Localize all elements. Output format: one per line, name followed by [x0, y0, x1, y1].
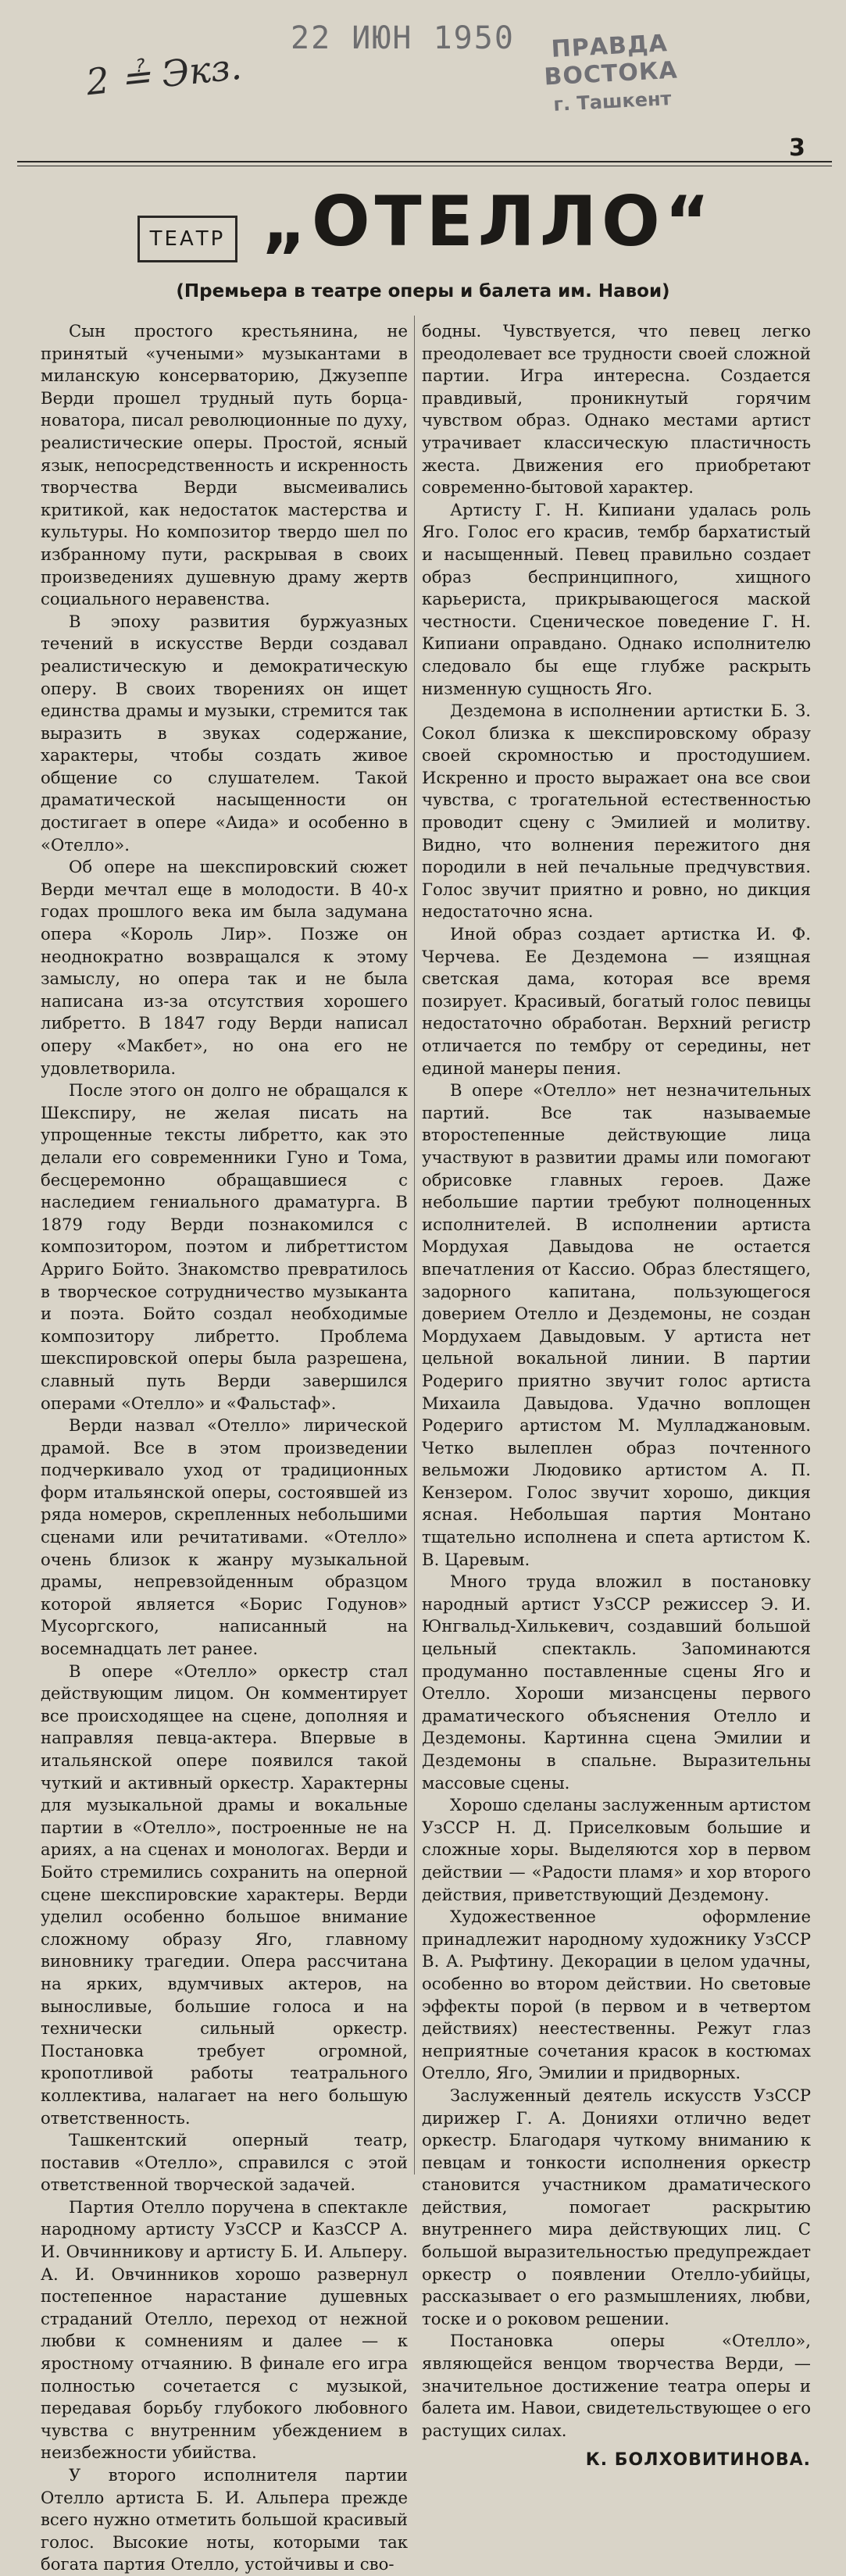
- paragraph: Об опере на шекспировский сюжет Верди мечтал еще в молодости. В 40-х годах прошлого века им была задумана опера «Король Лир». Позже он неоднократно возвращался к этому замыслу, но опера так и не была написана из-за отсутствия хорошего либретто. В 1847 году Верди написал оперу «Макбет», но она его не удовлетворила.: [41, 857, 408, 1078]
- paragraph: Иной образ создает артистка И. Ф. Черчева. Ее Дездемона — изящная светская дама, которая все время позирует. Красивый, богатый голос певицы недостаточно обработан. Верхний регистр отличается по тембру от середины, нет единой манеры пения.: [422, 924, 811, 1078]
- paragraph: Хорошо сделаны заслуженным артистом УзССР Н. Д. Приселковым большие и сложные хоры. Выделяются хор в первом действии — «Радости пламя» и хор второго действия, приветствующий Дездемону.: [422, 1795, 811, 1904]
- paragraph: В опере «Отелло» нет незначительных партий. Все так называемые второстепенные действующие лица участвуют в развитии драмы или помогают обрисовке главных героев. Даже небольшие партии требуют полноценных исполнителей. В исполнении артиста Мордухая Давыдова не остается впечатления от Кассио. Образ блестящего, задорного капитана, пользующегося доверием Отелло и Дездемоны, не создан Мордухаем Давыдовым. У артиста нет цельной вокальной линии. В партии Родериго приятно звучит голос артиста Михаила Давыдова. Удачно воплощен Родериго артистом М. Мулладжановым. Четко вылеплен образ почтенного вельможи Людовико артистом А. П. Кензером. Голос звучит хорошо, дикция ясная. Небольшая партия Монтано тщательно исполнена и спета артистом К. В. Царевым.: [422, 1080, 811, 1569]
- paragraph: Верди назвал «Отелло» лирической драмой. Все в этом произведении подчеркивало уход от традиционных форм итальянской оперы, состоявшей из ряда номеров, скрепленных небольшими сценами или речитативами. «Отелло» очень близок к жанру музыкальной драмы, непревзойденным образцом которой является «Борис Годунов» Мусоргского, написанный на восемнадцать лет ранее.: [41, 1415, 408, 1659]
- paragraph: Постановка оперы «Отелло», являющейся венцом творчества Верди, — значительное достижение театра оперы и балета им. Навои, свидетельствующее о его растущих силах.: [422, 2331, 811, 2440]
- top-rule: [17, 161, 832, 162]
- author-signature: К. БОЛХОВИТИНОВА.: [585, 2450, 811, 2471]
- paragraph: Много труда вложил в постановку народный артист УзССР режиссер Э. И. Юнгвальд-Хилькевич, создавший большой цельный спектакль. Запоминаются продуманно поставленные сцены Яго и Отелло. Хороши мизансцены первого драматического объяснения Отелло и Дездемоны. Картинна сцена Эмилии и Дездемоны в спальне. Выразительны массовые сцены.: [422, 1572, 811, 1793]
- paragraph: В эпоху развития буржуазных течений в искусстве Верди создавал реалистическую и демократическую оперу. В своих творениях он ищет единства драмы и музыки, стремится так выразить в звуках содержание, характеры, чтобы создать живое общение со слушателем. Такой драматической насыщенности он достигает в опере «Аида» и особенно в «Отелло».: [41, 611, 408, 855]
- source-stamp: [492, 27, 730, 119]
- paragraph: Артисту Г. Н. Кипиани удалась роль Яго. Голос его красив, тембр бархатистый и насыщенный. Певец правильно создает образ беспринципного, хищного карьериста, прикрывающегося маской честности. Сценическое поведение Г. Н. Кипиани оправдано. Однако исполнителю следовало бы еще глубже раскрыть низменную сущность Яго.: [422, 499, 811, 698]
- page-number: 3: [789, 134, 805, 162]
- paragraph: Сын простого крестьянина, не принятый «учеными» музыкантами в миланскую консерваторию, Джузеппе Верди прошел трудный путь борца-новатора, писал революционные по духу, реалистические оперы. Простой, ясный язык, непосредственность и искренность творчества Верди высмеивались критикой, как недостаток мастерства и культуры. Но композитор твердо шел по избранному пути, раскрывая в своих произведениях душевную драму жертв социального неравенства.: [41, 321, 408, 609]
- paragraph: У второго исполнителя партии Отелло артиста Б. И. Альпера прежде всего нужно отметить большой красивый голос. Высокие ноты, которыми так богата партия Отелло, устойчивы и сво-: [41, 2465, 408, 2574]
- paragraph: Ташкентский оперный театр, поставив «Отелло», справился с этой ответственной творческой задачей.: [41, 2130, 408, 2195]
- source-stamp-newspaper: ПРАВДА ВОСТОКА: [543, 30, 679, 91]
- paragraph: В опере «Отелло» оркестр стал действующим лицом. Он комментирует все происходящее на сцене, дополняя и направляя певца-актера. Впервые в итальянской опере появился такой чуткий и активный оркестр. Характерны для музыкальной драмы и вокальные партии в «Отелло», построенные не на ариях, а на сценах и монологах. Верди и Бойто стремились сохранить на оперной сцене шекспировские характеры. Верди уделил особенно большое внимание сложному образу Яго, главному виновнику трагедии. Опера рассчитана на ярких, вдумчивых актеров, на выносливые, большие голоса и на технически сильный оркестр. Постановка требует огромной, кропотливой работы театрального коллектива, налагает на него большую ответственность.: [41, 1661, 408, 2128]
- source-stamp-city: г. Ташкент: [552, 87, 673, 116]
- right-column: [422, 320, 811, 2472]
- column-divider: [414, 316, 415, 2175]
- paragraph: Заслуженный деятель искусств УзССР дирижер Г. А. Донияхи отлично ведет оркестр. Благодаря чуткому вниманию к певцам и тонкости исполнения оркестр становится участником драматического действия, помогает раскрытию внутреннего мира действующих лиц. С большой выразительностью предупреждает оркестр о появлении Отелло-убийцы, рассказывает о его размышлениях, любви, тоске и о роковом решении.: [422, 2085, 811, 2328]
- rubric-box: ТЕАТР: [137, 216, 237, 262]
- article-title: „ОТЕЛЛО“: [262, 181, 715, 262]
- paragraph: Партия Отелло поручена в спектакле народному артисту УзССР и КазССР А. И. Овчинникову и артисту Б. И. Альперу. А. И. Овчинников хорошо развернул постепенное нарастание душевных страданий Отелло, переход от нежной любви к сомнениям и далее — к яростному отчаянию. В финале его игра полностью сочетается с музыкой, передавая борьбу глубокого любовного чувства с внутренним убеждением в неизбежности убийства.: [41, 2196, 408, 2463]
- paragraph: бодны. Чувствуется, что певец легко преодолевает все трудности своей сложной партии. Игра интересна. Создается правдивый, проникнутый горячим чувством образ. Однако местами артист утрачивает классическую пластичность жеста. Движения его приобретают современно-бытовой характер.: [422, 321, 811, 498]
- date-stamp: 22 ИЮН 1950: [291, 20, 515, 56]
- paragraph: Дездемона в исполнении артистки Б. З. Сокол близка к шекспировскому образу своей скромностью и простодушием. Искренно и просто выражает она все свои чувства, с трогательной естественностью проводит сцену с Эмилией и молитву. Видно, что волнения пережитого дня породили в ней печальные предчувствия. Голос звучит приятно и ровно, но дикция недостаточно ясна.: [422, 701, 811, 922]
- left-column: [41, 320, 408, 2576]
- paragraph: После этого он долго не обращался к Шекспиру, не желая писать на упрощенные тексты либретто, как это делали его современники Гуно и Тома, бесцеремонно обращавшиеся с наследием гениального драматурга. В 1879 году Верди познакомился с композитором, поэтом и либреттистом Арриго Бойто. Знакомство превратилось в творческое сотрудничество музыканта и поэта. Бойто создал необходимые композитору либретто. Проблема шекспировской оперы была разрешена, славный путь Верди завершился операми «Отелло» и «Фальстаф».: [41, 1080, 408, 1413]
- article-subtitle: (Премьера в театре оперы и балета им. Навои): [176, 281, 670, 301]
- handwritten-note: 2 ≟ Экз.: [84, 45, 244, 104]
- paragraph: Художественное оформление принадлежит народному художнику УзССР В. А. Рыфтину. Декорации в целом удачны, особенно во втором действии. Но световые эффекты порой (в первом и в четвертом действиях) неестественны. Режут глаз неприятные сочетания красок в костюмах Отелло, Яго, Эмилии и придворных.: [422, 1907, 811, 2083]
